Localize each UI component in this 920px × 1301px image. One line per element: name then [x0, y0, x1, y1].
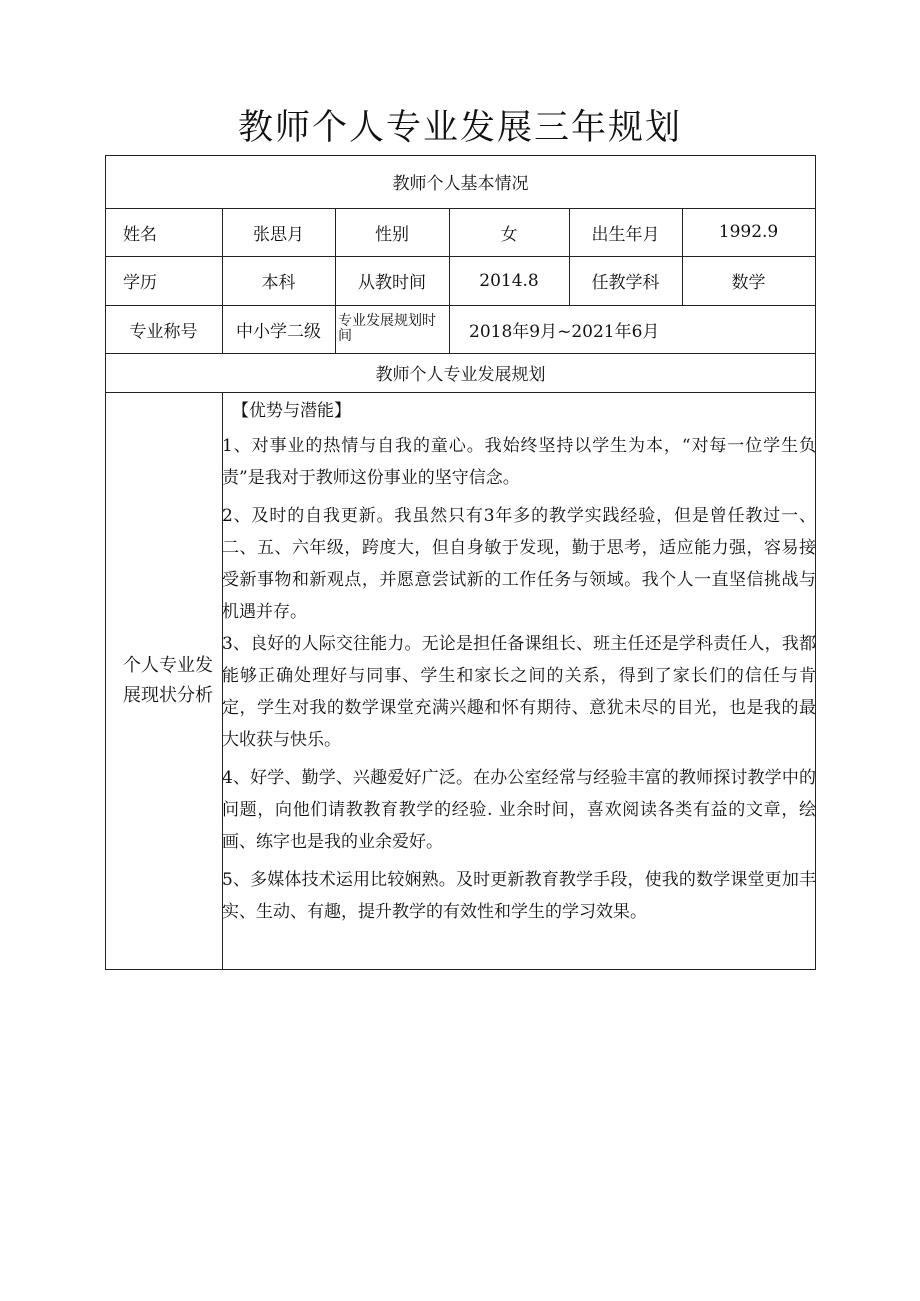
table-border — [105, 969, 816, 970]
birth-label: 出生年月 — [591, 224, 660, 245]
strength-point: 1、对事业的热情与自我的童心。我始终坚持以学生为本，“对每一位学生负责”是我对于教师这份事业的坚守信念。 — [222, 436, 816, 488]
gender-value: 女 — [500, 224, 518, 245]
birth-value: 1992.9 — [718, 222, 779, 242]
strength-point: 4、好学、勤学、兴趣爱好广泛。在办公室经常与经验丰富的教师探讨教学中的问题，向他们请教教育教学的经验. 业余时间，喜欢阅读各类有益的文章，绘画、练字也是我的业余爱好。 — [222, 768, 816, 852]
document-title: 教师个人专业发展三年规划 — [237, 108, 682, 148]
analysis-label: 个人专业发展现状分析 — [123, 654, 213, 706]
gender-label: 性别 — [375, 224, 409, 245]
strength-point: 2、及时的自我更新。我虽然只有3年多的教学实践经验，但是曾任教过一、二、五、六年级，跨度大，但自身敏于发现，勤于思考，适应能力强，容易接受新事物和新观点，并愿意尝试新的工作任务与领域。我个人一直坚信挑战与机遇并存。 — [222, 506, 816, 622]
name-value: 张思月 — [253, 224, 304, 245]
plan-period-value: 2018年9月~2021年6月 — [469, 321, 660, 342]
strength-point: 5、多媒体技术运用比较娴熟。及时更新教育教学手段，使我的数学课堂更加丰实、生动、有趣，提升教学的有效性和学生的学习效果。 — [222, 870, 816, 922]
plan-heading: 教师个人专业发展规划 — [375, 365, 546, 385]
strengths-heading: 【优势与潜能】 — [232, 401, 351, 421]
subject-label: 任教学科 — [591, 273, 660, 293]
plan-period-label: 专业发展规划时间 — [338, 313, 436, 344]
subject-value: 数学 — [731, 273, 766, 293]
education-value: 本科 — [261, 273, 296, 293]
basic-info-heading: 教师个人基本情况 — [392, 174, 529, 194]
strength-point: 3、良好的人际交往能力。无论是担任备课组长、班主任还是学科责任人，我都能够正确处理好与同事、学生和家长之间的关系，得到了家长们的信任与肯定，学生对我的数学课堂充满兴趣和怀有期待、意犹未尽的目光，也是我的最大收获与快乐。 — [222, 634, 816, 750]
teaching-since-value: 2014.8 — [479, 270, 539, 291]
title-label: 专业称号 — [129, 321, 198, 342]
title-value: 中小学二级 — [236, 321, 321, 342]
teaching-since-label: 从教时间 — [358, 273, 426, 293]
analysis-content — [222, 392, 816, 928]
name-label: 姓名 — [123, 224, 157, 245]
education-label: 学历 — [123, 273, 157, 293]
